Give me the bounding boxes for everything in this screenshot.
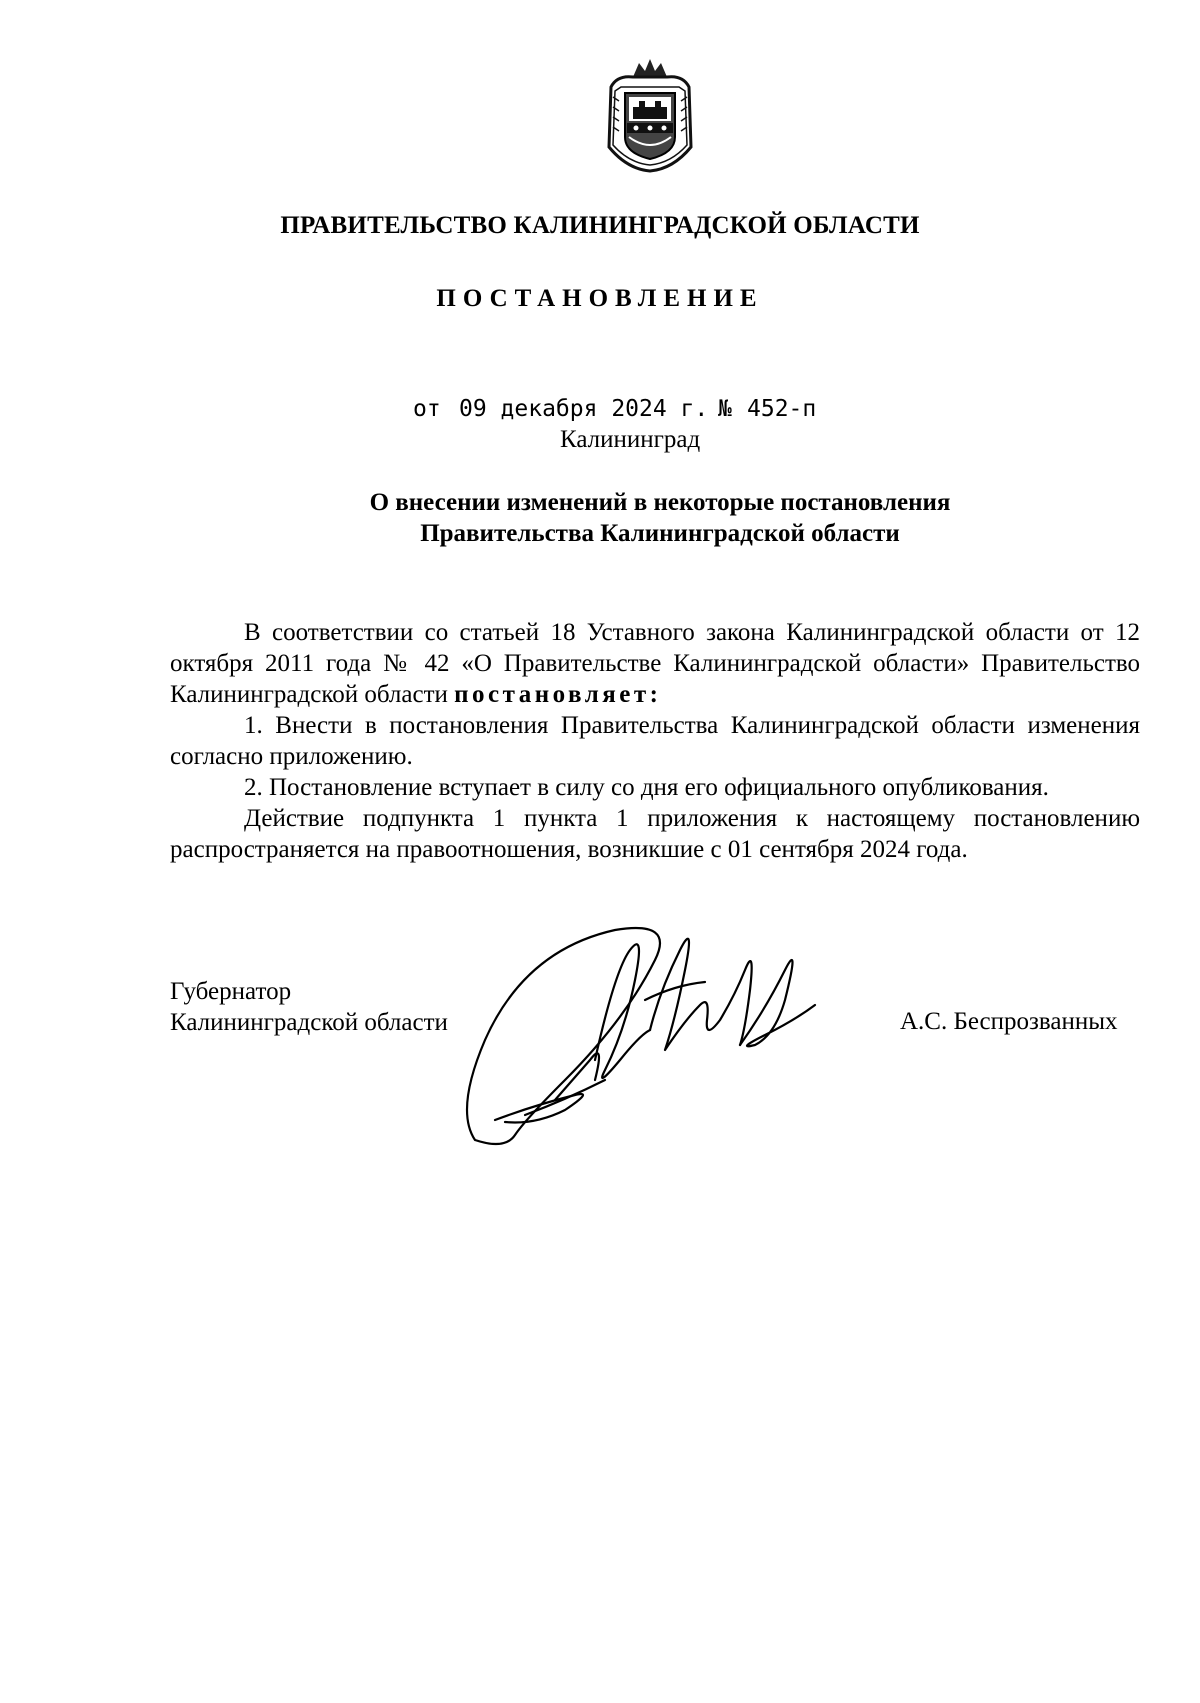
subject-line-2: Правительства Калининградской области: [420, 520, 900, 547]
document-date: 09 декабря 2024 г.: [459, 396, 709, 422]
preamble-paragraph: [170, 617, 1140, 710]
coat-of-arms-icon: [603, 57, 697, 173]
document-kind: ПОСТАНОВЛЕНИЕ: [436, 285, 764, 312]
preamble-text: В соответствии со статьей 18 Уставного закона Калининградской области от 12 октября 2011 года № 42 «О Правительстве Калининградской области» Правительство Калининградской области: [170, 619, 1140, 708]
resolves-word: постановляет:: [454, 681, 662, 708]
position-line-1: Губернатор: [170, 978, 292, 1005]
document-body: [170, 617, 1140, 865]
document-subject: [310, 487, 1010, 549]
item-2-extra-paragraph: Действие подпункта 1 пункта 1 приложения к настоящему постановлению распространяется на правоотношения, возникшие с 01 сентября 2024 года.: [170, 805, 1140, 863]
item-1-paragraph: 1. Внести в постановления Правительства Калининградской области изменения согласно приложению.: [170, 712, 1140, 770]
subject-line-1: О внесении изменений в некоторые постановления: [369, 489, 951, 516]
position-line-2: Калининградской области: [170, 1009, 448, 1036]
number-sign: №: [718, 396, 732, 422]
signatory-name: А.С. Беспрозванных: [900, 1008, 1118, 1035]
government-title: ПРАВИТЕЛЬСТВО КАЛИНИНГРАДСКОЙ ОБЛАСТИ: [280, 212, 920, 239]
city: Калининград: [560, 426, 701, 453]
document-number: 452-п: [747, 396, 817, 422]
signatory-position: [170, 976, 448, 1038]
handwritten-signature: [445, 910, 865, 1160]
item-2-paragraph: 2. Постановление вступает в силу со дня его официального опубликования.: [244, 774, 1049, 801]
date-prefix: от: [413, 396, 441, 422]
